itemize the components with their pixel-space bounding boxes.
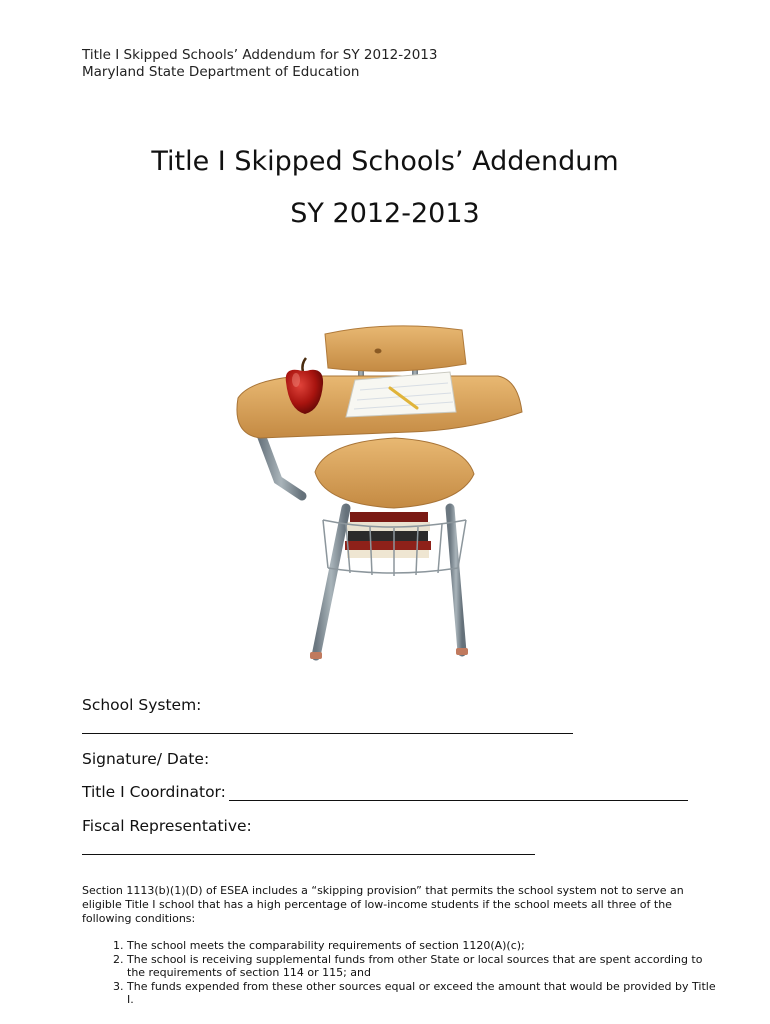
- chair-seat: [315, 438, 474, 508]
- school-year-title: SY 2012-2013: [290, 198, 480, 229]
- title-i-coordinator-line[interactable]: [229, 800, 688, 801]
- header-document-title: Title I Skipped Schools’ Addendum for SY 2012-2013: [82, 47, 438, 63]
- school-desk-illustration: [110, 272, 660, 694]
- page-title: Title I Skipped Schools’ Addendum: [151, 146, 619, 177]
- signature-date-label: Signature/ Date:: [82, 750, 210, 768]
- condition-2: 2. The school is receiving supplemental funds from other State or local sources that are spent according to the requirements of section 114 or 115; and: [127, 953, 717, 980]
- condition-1: 1. The school meets the comparability requirements of section 1120(A)(c);: [127, 939, 717, 953]
- fiscal-representative-label: Fiscal Representative:: [82, 817, 252, 835]
- conditions-list: [82, 939, 717, 1007]
- school-system-line[interactable]: [82, 733, 573, 734]
- header-agency: Maryland State Department of Education: [82, 64, 360, 80]
- title-i-coordinator-label: Title I Coordinator:: [82, 783, 226, 801]
- desk-support-arm: [260, 432, 302, 496]
- skipping-provision-paragraph: Section 1113(b)(1)(D) of ESEA includes a “skipping provision” that permits the school system not to serve an eligible Title I school that has a high percentage of low-income students if the school meets all three of the following conditions:: [82, 884, 684, 925]
- fiscal-representative-line[interactable]: [82, 854, 535, 855]
- condition-3: 3. The funds expended from these other sources equal or exceed the amount that would be provided by Title I.: [127, 980, 717, 1007]
- school-system-label: School System:: [82, 696, 202, 714]
